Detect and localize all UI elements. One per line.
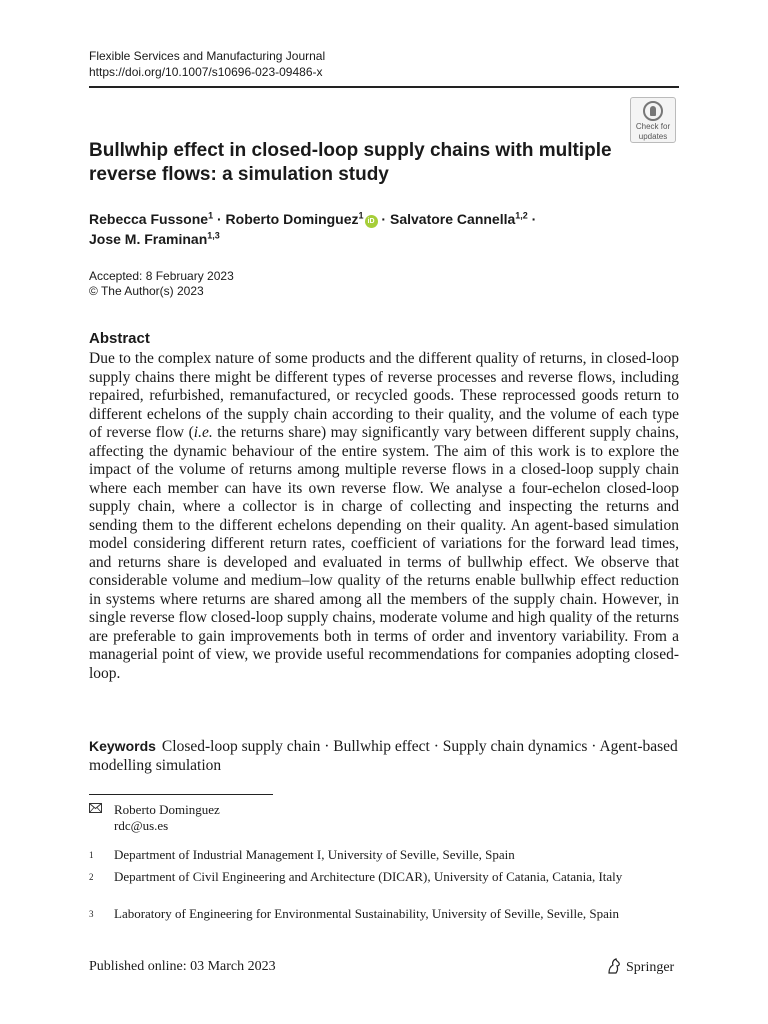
author-affiliation: 1,3 [207,230,220,241]
author-affiliation: 1,2 [515,210,528,221]
bookmark-icon [643,101,663,121]
affiliation-text: Laboratory of Engineering for Environmental Sustainability, University of Seville, Seville, Spain [114,906,619,921]
abstract-body [89,350,679,683]
abstract-italic-ie: i.e. [193,424,213,441]
abstract-text-part1: Due to the complex nature of some products and the different quality of returns, in closed-loop supply chains there might be different types of reverse processes and reverse flows, including repaired, refurbished, remanufactured, or recycled goods. These reprocessed goods return to different echelons of the supply chain according to their quality, and the volume of each type of reverse flow ( [89,350,679,441]
orcid-icon[interactable]: iD [365,215,378,228]
accepted-date: Accepted: 8 February 2023 [89,269,234,283]
doi-link[interactable]: https://doi.org/10.1007/s10696-023-09486-x [89,65,323,79]
corresponding-name: Roberto Dominguez [114,802,220,817]
author-list: Rebecca Fussone$^1$ · Roberto Dominguez$^1$iD · Salvatore Cannella$^{1,2}$ · Jose M. Framinan$^{1,3}$ [89,210,537,247]
envelope-icon [89,801,109,817]
affiliation-text: Department of Civil Engineering and Architecture (DICAR), University of Catania, Catania, Italy [114,869,623,884]
affiliation-number: 2 [89,872,94,882]
abstract-text-part2: the returns share) may significantly vary between different supply chains, affecting the dynamic behaviour of the entire system. The aim of this work is to explore the impact of the volume of returns among multiple reverse flows in a closed-loop supply chain where each member can have its own reverse flow. We analyse a four-echelon closed-loop supply chain, where a collector is in charge of collecting and inspecting the returns and sending them to the different echelons depending on their quality. An agent-based simulation model considering different return rates, coefficient of variations for the forward lead times, and returns share is developed and evaluated in terms of bullwhip effect. We observe that considerable volume and medium–low quality of the returns enable bullwhip effect reduction in systems where returns are shared among all the members of the supply chain. However, in single reverse flow closed-loop supply chains, moderate volume and high quality of the returns are preferable to gain improvements both in terms of order and inventory variability. From a managerial point of view, we provide useful recommendations for companies adopting closed-loop. [89,424,679,682]
published-online-date: Published online: 03 March 2023 [89,959,276,974]
author-name[interactable]: Roberto Dominguez [225,211,359,227]
springer-logo[interactable] [606,958,674,976]
author-name[interactable]: Jose M. Framinan [89,231,208,247]
author-name[interactable]: Rebecca Fussone [89,211,209,227]
publisher-name: Springer [626,960,675,975]
affiliation-text: Department of Industrial Management I, University of Seville, Seville, Spain [114,847,515,862]
journal-name: Flexible Services and Manufacturing Journal [89,49,326,63]
header-rule [89,86,679,88]
copyright-line: © The Author(s) 2023 [89,284,204,298]
article-dates [89,269,234,299]
check-for-updates-line2: updates [638,132,668,141]
journal-header [89,48,325,80]
check-for-updates-button[interactable] [628,97,678,143]
keywords-section [89,737,679,775]
abstract-heading: Abstract [89,330,150,347]
check-for-updates-badge [630,97,676,143]
affiliation-number: 3 [89,909,94,919]
keywords-text: Closed-loop supply chain · Bullwhip effect · Supply chain dynamics · Agent-based modelling simulation [89,738,678,774]
affiliation-number: 1 [89,850,94,860]
keywords-label: Keywords [89,738,156,754]
author-affiliation: 1 [358,210,364,221]
author-affiliation: 1 [208,210,214,221]
author-name[interactable]: Salvatore Cannella [390,211,516,227]
paper-title: Bullwhip effect in closed-loop supply chains with multiple reverse flows: a simulation study [89,140,612,185]
corresponding-email[interactable]: rdc@us.es [114,818,169,833]
springer-horse-icon [606,958,622,974]
check-for-updates-line1: Check for [635,122,671,131]
footnote-rule [89,794,273,795]
